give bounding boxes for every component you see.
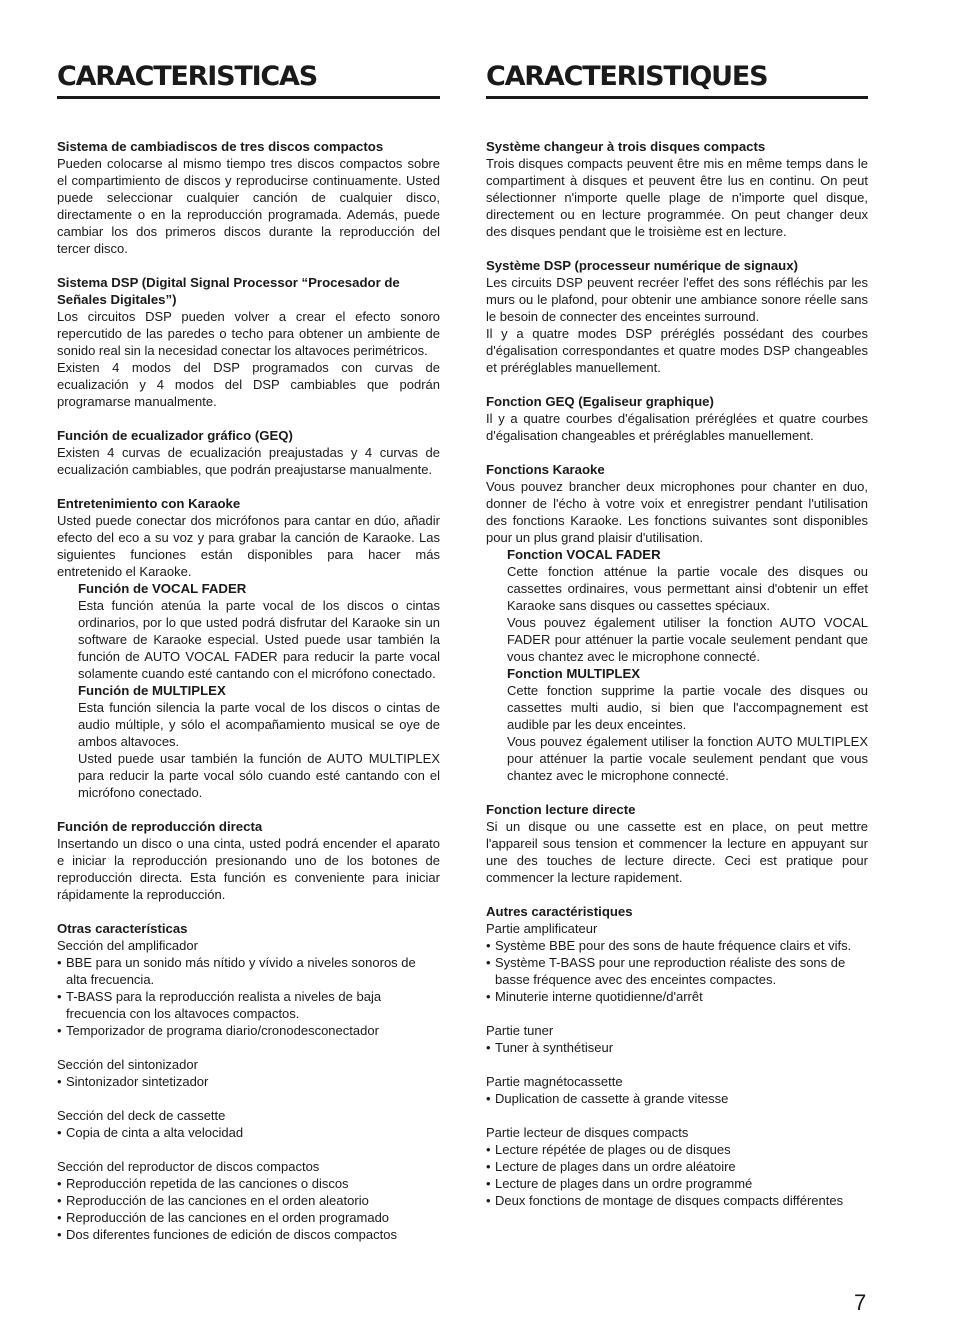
group-label: Sección del amplificador [57, 938, 198, 953]
section-body: Si un disque ou une cassette est en place, on peut mettre l'appareil sous tension et commencer la lecture en appuyant sur une des touches de lecture directe. Ceci est pratique pour commencer la lecture rapidement. [486, 819, 868, 885]
feature-list [486, 937, 868, 1005]
spanish-column [57, 60, 440, 1260]
feature-list [57, 1175, 440, 1243]
section-karaoke-es [57, 495, 440, 801]
subsection-title: Fonction MULTIPLEX [507, 666, 641, 681]
feature-group-tuner-fr [486, 1022, 868, 1056]
page-number: 7 [854, 1290, 867, 1315]
subsection-body: Cette fonction atténue la partie vocale des disques ou cassettes ordinaires, vous permettant ainsi d'obtenir un effet Karaoke sans disques ou cassettes spéciaux. [507, 564, 868, 613]
feature-list [57, 1124, 440, 1141]
feature-group-cassette-fr [486, 1073, 868, 1107]
group-label: Partie magnétocassette [486, 1074, 623, 1089]
section-body: Trois disques compacts peuvent être mis en même temps dans le compartiment à disques et peuvent être lus en continu. On peut sélectionner n'importe quelle plage de n'importe quel disque, directement ou en lecture programmée. On peut changer deux des disques pendant que le troisième est en lecture. [486, 156, 868, 239]
section-cd-changer-es [57, 138, 440, 257]
subsection-vocal-fader-fr [486, 546, 868, 784]
list-item: • Sintonizador sintetizador [57, 1073, 440, 1090]
list-item: • Minuterie interne quotidienne/d'arrêt [486, 988, 868, 1005]
subsection-body: Usted puede usar también la función de AUTO MULTIPLEX para reducir la parte vocal sólo cuando esté cantando con el micrófono conectado. [78, 751, 440, 800]
section-title: Función de ecualizador gráfico (GEQ) [57, 428, 293, 443]
group-label: Partie amplificateur [486, 921, 598, 936]
subsection-title: Función de MULTIPLEX [78, 683, 226, 698]
list-item: • Système BBE pour des sons de haute fréquence clairs et vifs. [486, 937, 868, 954]
section-body: Les circuits DSP peuvent recréer l'effet des sons réfléchis par les murs ou le plafond, pour obtenir une ambiance sonore réelle sans le besoin de connecter des enceintes surround. [486, 275, 868, 324]
list-item: • Temporizador de programa diario/cronodesconectador [57, 1022, 440, 1039]
section-body: Il y a quatre courbes d'égalisation préréglées et quatre courbes d'égalisation changeables et préréglables manuellement. [486, 411, 868, 443]
section-body: Il y a quatre modes DSP préréglés possédant des courbes d'égalisation correspondantes et quatre modes DSP changeables et préréglables manuellement. [486, 326, 868, 375]
section-title: Sistema DSP (Digital Signal Processor “Procesador de Señales Digitales”) [57, 275, 400, 307]
list-item: • Dos diferentes funciones de edición de discos compactos [57, 1226, 440, 1243]
section-title: Autres caractéristiques [486, 904, 633, 919]
subsection-body: Vous pouvez également utiliser la fonction AUTO VOCAL FADER pour atténuer la partie vocale seulement pendant que vous chantez avec le microphone connecté. [507, 615, 868, 664]
section-body: Pueden colocarse al mismo tiempo tres discos compactos sobre el compartimiento de discos y reproducirse continuamente. Usted puede seleccionar cualquier canción de cualquier disco, directamente o en la reproducción programada. Además, puede cambiar los dos primeros discos durante la reproducción del tercer disco. [57, 156, 440, 256]
section-other-features-fr [486, 903, 868, 1209]
section-dsp-es [57, 274, 440, 410]
section-cd-changer-fr [486, 138, 868, 240]
page-title-es: CARACTERISTICAS [57, 60, 440, 99]
subsection-body: Cette fonction supprime la partie vocale des disques ou cassettes multi audio, si bien que l'accompagnement est audible par les deux enceintes. [507, 683, 868, 732]
group-label: Sección del deck de cassette [57, 1108, 226, 1123]
list-item: • Lecture de plages dans un ordre programmé [486, 1175, 868, 1192]
section-title: Otras características [57, 921, 188, 936]
feature-list [57, 954, 440, 1039]
subsection-body: Vous pouvez également utiliser la fonction AUTO MULTIPLEX pour atténuer la partie vocale seulement pendant que vous chantez avec le microphone connecté. [507, 734, 868, 783]
section-title: Fonction GEQ (Egaliseur graphique) [486, 394, 714, 409]
section-karaoke-fr [486, 461, 868, 784]
subsection-body: Esta función atenúa la parte vocal de los discos o cintas ordinarios, por lo que usted podrá disfrutar del Karaoke sin un software de Karaoke especial. Usted puede usar también la función de AUTO VOCAL FADER para reducir la parte vocal solamente cuando esté cantando con el micrófono conectado. [78, 598, 440, 681]
section-geq-fr [486, 393, 868, 444]
feature-group-cassette-es [57, 1107, 440, 1141]
feature-group-cd-es [57, 1158, 440, 1243]
group-label: Sección del sintonizador [57, 1057, 198, 1072]
feature-list [486, 1039, 868, 1056]
list-item: • Reproducción de las canciones en el orden programado [57, 1209, 440, 1226]
section-direct-play-es [57, 818, 440, 903]
section-body: Vous pouvez brancher deux microphones pour chanter en duo, donner de l'écho à votre voix et enregistrer pendant l'utilisation des fonctions Karaoke. Les fonctions suivantes sont disponibles pour un plus grand plaisir d'utilisation. [486, 479, 868, 545]
section-title: Fonction lecture directe [486, 802, 636, 817]
list-item: • T-BASS para la reproducción realista a niveles de baja frecuencia con los altavoces compactos. [57, 988, 440, 1022]
section-direct-play-fr [486, 801, 868, 886]
feature-group-amplifier-fr [486, 920, 868, 1005]
subsection-body: Esta función silencia la parte vocal de los discos o cintas de audio múltiple, y sólo el acompañamiento musical se oye de ambos altavoces. [78, 700, 440, 749]
list-item: • BBE para un sonido más nítido y vívido a niveles sonoros de alta frecuencia. [57, 954, 440, 988]
subsection-title: Fonction VOCAL FADER [507, 547, 661, 562]
section-body: Existen 4 modos del DSP programados con curvas de ecualización y 4 modos del DSP cambiables que podrán programarse manualmente. [57, 360, 440, 409]
page-title-fr: CARACTERISTIQUES [486, 60, 868, 99]
section-body: Usted puede conectar dos micrófonos para cantar en dúo, añadir efecto del eco a su voz y para grabar la canción de Karaoke. Las siguientes funciones están disponibles para hacer más entretenido el Karaoke. [57, 513, 440, 579]
feature-group-cd-fr [486, 1124, 868, 1209]
section-geq-es [57, 427, 440, 478]
subsection-title: Función de VOCAL FADER [78, 581, 247, 596]
list-item: • Tuner à synthétiseur [486, 1039, 868, 1056]
feature-list [486, 1090, 868, 1107]
group-label: Partie tuner [486, 1023, 554, 1038]
section-other-features-es [57, 920, 440, 1243]
section-body: Los circuitos DSP pueden volver a crear el efecto sonoro repercutido de las paredes o techo para obtener un ambiente de sonido real sin la necesidad conectar los altavoces perimétricos. [57, 309, 440, 358]
feature-list [57, 1073, 440, 1090]
feature-list [486, 1141, 868, 1209]
list-item: • Duplication de cassette à grande vitesse [486, 1090, 868, 1107]
section-title: Función de reproducción directa [57, 819, 263, 834]
subsection-vocal-fader-es [57, 580, 440, 801]
list-item: • Copia de cinta a alta velocidad [57, 1124, 440, 1141]
section-title: Entretenimiento con Karaoke [57, 496, 241, 511]
section-body: Existen 4 curvas de ecualización preajustadas y 4 curvas de ecualización cambiables, que podrán preajustarse manualmente. [57, 445, 440, 477]
group-label: Sección del reproductor de discos compactos [57, 1159, 320, 1174]
list-item: • Système T-BASS pour une reproduction réaliste des sons de basse fréquence avec des enceintes compactes. [486, 954, 868, 988]
list-item: • Reproducción repetida de las canciones o discos [57, 1175, 440, 1192]
list-item: • Deux fonctions de montage de disques compacts différentes [486, 1192, 868, 1209]
french-column [486, 60, 868, 1226]
list-item: • Reproducción de las canciones en el orden aleatorio [57, 1192, 440, 1209]
section-title: Fonctions Karaoke [486, 462, 605, 477]
feature-group-amplifier-es [57, 937, 440, 1039]
section-dsp-fr [486, 257, 868, 376]
section-title: Sistema de cambiadiscos de tres discos compactos [57, 139, 384, 154]
list-item: • Lecture de plages dans un ordre aléatoire [486, 1158, 868, 1175]
section-title: Système DSP (processeur numérique de signaux) [486, 258, 798, 273]
section-body: Insertando un disco o una cinta, usted podrá encender el aparato e iniciar la reproducción presionando uno de los botones de reproducción directa. Esta función es conveniente para iniciar rápidamente la reproducción. [57, 836, 440, 902]
list-item: • Lecture répétée de plages ou de disques [486, 1141, 868, 1158]
section-title: Système changeur à trois disques compacts [486, 139, 766, 154]
group-label: Partie lecteur de disques compacts [486, 1125, 689, 1140]
feature-group-tuner-es [57, 1056, 440, 1090]
